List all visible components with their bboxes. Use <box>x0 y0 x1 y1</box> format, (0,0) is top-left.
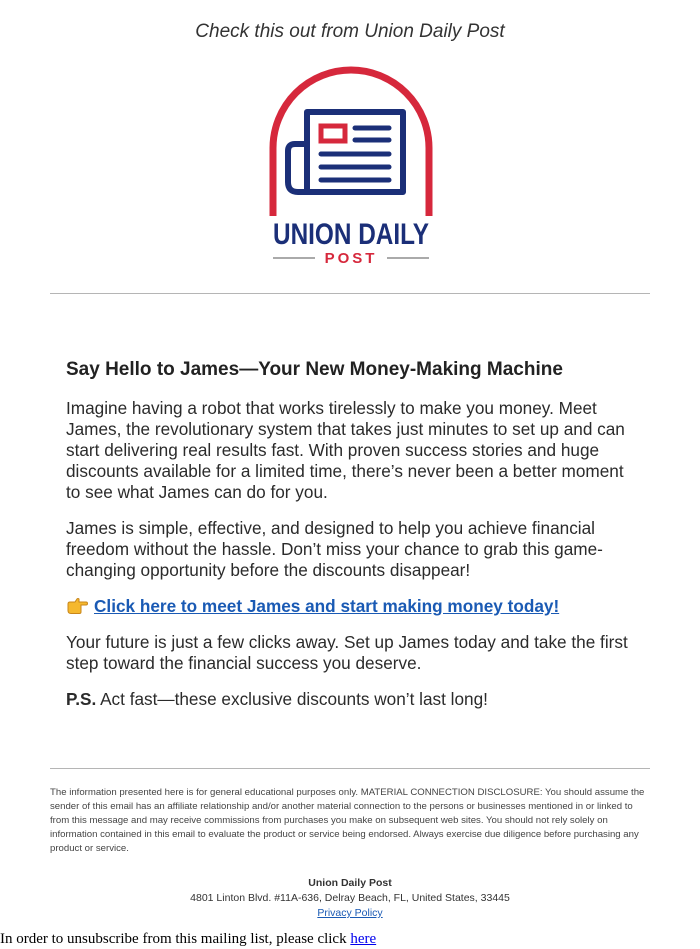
newspaper-icon <box>288 112 403 192</box>
footer-address: 4801 Linton Blvd. #11A-636, Delray Beach, FL, United States, 33445 <box>190 892 510 904</box>
ps-label: P.S. <box>66 689 97 709</box>
logo-wordmark: UNION DAILY <box>273 218 429 251</box>
cta-line <box>66 596 632 617</box>
article-paragraph-1: Imagine having a robot that works tirelessly to make you money. Meet James, the revolutionary system that takes just minutes to set up and can start delivering real results fast. With proven success stories and huge discounts available for a limited time, there’s never been a better moment to see what James can do for you. <box>66 398 625 502</box>
divider-bottom <box>50 768 650 769</box>
cta-link[interactable]: Click here to meet James and start making money today! <box>94 596 560 616</box>
ps-text: Act fast—these exclusive discounts won’t last long! <box>100 689 488 709</box>
pointing-hand-icon <box>66 597 88 615</box>
footer-company: Union Daily Post <box>308 877 392 889</box>
footer <box>0 876 700 921</box>
article-headline: Say Hello to James—Your New Money-Making Machine <box>66 359 563 380</box>
unsubscribe-text: In order to unsubscribe from this mailing list, please click <box>0 931 347 947</box>
logo-subword: POST <box>324 250 378 267</box>
article-paragraph-3: Your future is just a few clicks away. Set up James today and take the first step toward the financial success you deserve. <box>66 632 628 673</box>
divider-top <box>50 293 650 294</box>
privacy-policy-link[interactable]: Privacy Policy <box>317 907 383 919</box>
unsubscribe-link[interactable]: here <box>350 931 377 947</box>
email-body <box>66 358 632 725</box>
article-paragraph-2: James is simple, effective, and designed to help you achieve financial freedom without the hassle. Don’t miss your chance to grab this game-changing opportunity before the discounts disappear! <box>66 518 603 580</box>
disclosure-text: The information presented here is for general educational purposes only. MATERIAL CONNECTION DISCLOSURE: You should assume the sender of this email has an affiliate relationship and/or another material connection to the persons or businesses mentioned in or linked to from this message and may receive commissions from purchases you make on subsequent web sites. You should not rely solely on information contained in this email to evaluate the product or service being endorsed. Always exercise due diligence before purchasing any product or service. <box>50 787 645 854</box>
ps-line <box>66 689 632 710</box>
union-daily-post-logo <box>263 70 439 268</box>
email-intro: Check this out from Union Daily Post <box>195 21 505 42</box>
unsubscribe-line <box>0 931 376 948</box>
